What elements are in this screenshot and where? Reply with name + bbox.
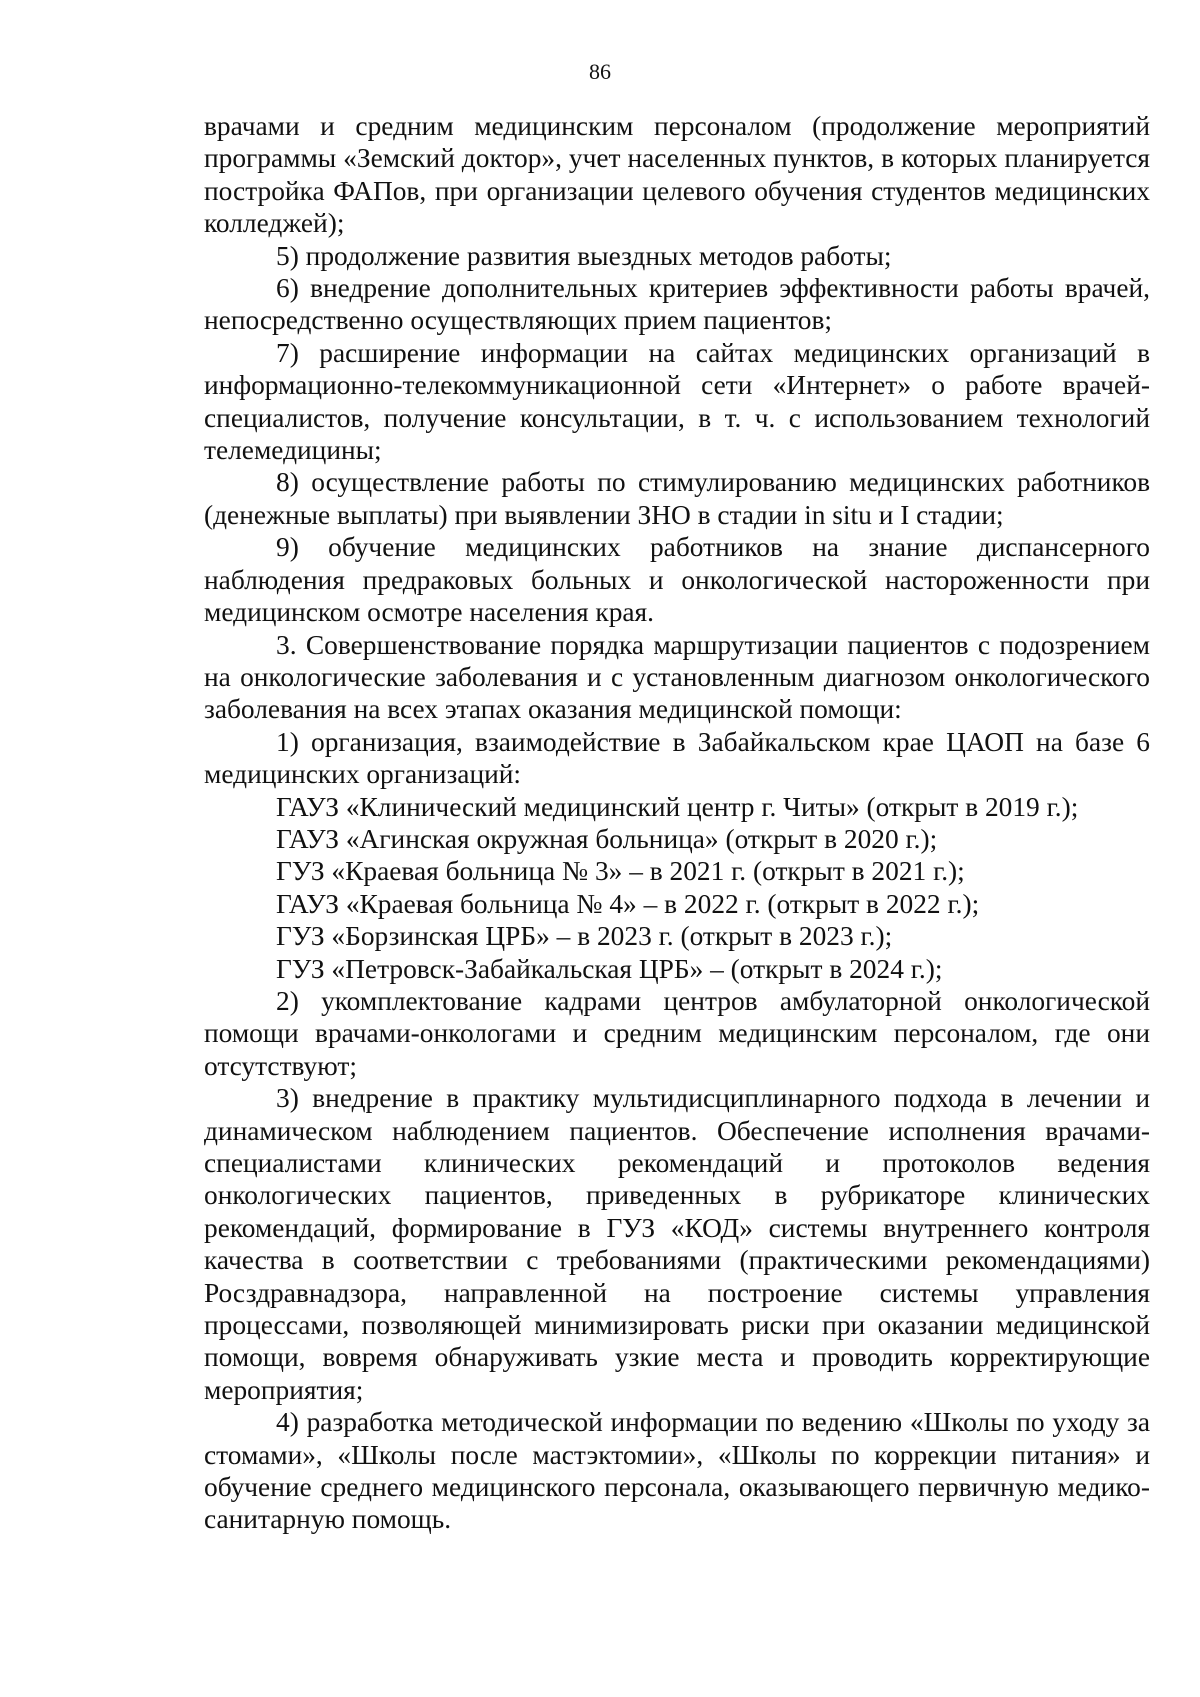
section-3-item-4: 4) разработка методической информации по ведению «Школы по уходу за стомами», «Школы после мастэктомии», «Школы по коррекции питания» и обучение среднего медицинского персонала, оказывающего первичную медико-санитарную помощь. xyxy=(204,1407,1150,1535)
organization-item: ГАУЗ «Краевая больница № 4» – в 2022 г. (открыт в 2022 г.); xyxy=(276,888,980,919)
organization-item: ГАУЗ «Клинический медицинский центр г. Читы» (открыт в 2019 г.); xyxy=(276,791,1079,822)
section-3-heading: 3. Совершенствование порядка маршрутизации пациентов с подозрением на онкологические заболевания и с установленным диагнозом онкологического заболевания на всех этапах оказания медицинской помощи: xyxy=(204,629,1150,725)
document-body xyxy=(204,110,1150,1536)
list-item-8: 8) осуществление работы по стимулированию медицинских работников (денежные выплаты) при выявлении ЗНО в стадии in situ и I стадии; xyxy=(204,467,1150,530)
list-item-9: 9) обучение медицинских работников на знание диспансерного наблюдения предраковых больных и онкологической настороженности при медицинском осмотре населения края. xyxy=(204,532,1150,628)
organization-item: ГУЗ «Борзинская ЦРБ» – в 2023 г. (открыт в 2023 г.); xyxy=(276,921,893,952)
organization-item: ГУЗ «Краевая больница № 3» – в 2021 г. (открыт в 2021 г.); xyxy=(276,856,965,887)
list-item-5: 5) продолжение развития выездных методов работы; xyxy=(276,240,892,271)
list-item-7: 7) расширение информации на сайтах медицинских организаций в информационно-телекоммуникационной сети «Интернет» о работе врачей-специалистов, получение консультации, в т. ч. с использованием технологий телемедицины; xyxy=(204,337,1150,466)
section-3-item-3: 3) внедрение в практику мультидисциплинарного подхода в лечении и динамическом наблюдением пациентов. Обеспечение исполнения врачами-специалистами клинических рекомендаций и протоколов ведения онкологических пациентов, приведенных в рубрикаторе клинических рекомендаций, формирование в ГУЗ «КОД» системы внутреннего контроля качества в соответствии с требованиями (практическими рекомендациями) Росздравнадзора, направленной на построение системы управления процессами, позволяющей минимизировать риски при оказании медицинской помощи, вовремя обнаруживать узкие места и проводить корректирующие мероприятия; xyxy=(204,1083,1150,1405)
organization-item: ГУЗ «Петровск-Забайкальская ЦРБ» – (открыт в 2024 г.); xyxy=(276,953,943,984)
section-3-item-2: 2) укомплектование кадрами центров амбулаторной онкологической помощи врачами-онкологами и средним медицинским персоналом, где они отсутствуют; xyxy=(204,985,1150,1081)
organization-item: ГАУЗ «Агинская окружная больница» (открыт в 2020 г.); xyxy=(276,823,938,854)
page-number: 86 xyxy=(589,59,611,84)
paragraph-continuation: врачами и средним медицинским персоналом (продолжение мероприятий программы «Земский доктор», учет населенных пунктов, в которых планируется постройка ФАПов, при организации целевого обучения студентов медицинских колледжей); xyxy=(204,111,1150,239)
list-item-6: 6) внедрение дополнительных критериев эффективности работы врачей, непосредственно осуществляющих прием пациентов; xyxy=(204,273,1150,336)
section-3-item-1: 1) организация, взаимодействие в Забайкальском крае ЦАОП на базе 6 медицинских организаций: xyxy=(204,726,1150,790)
